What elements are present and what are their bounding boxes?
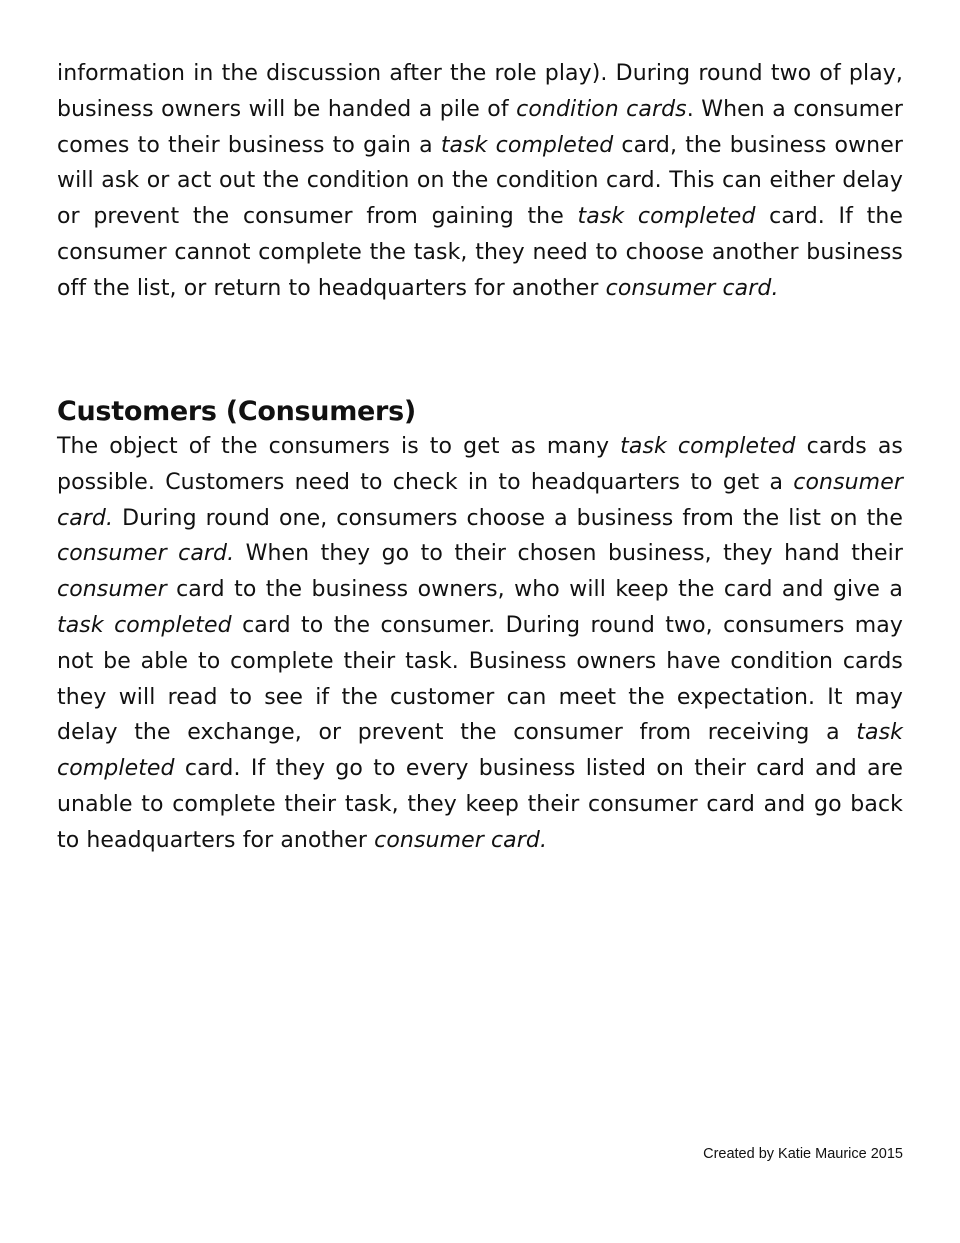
italic-term: task completed [440, 132, 614, 158]
italic-term: task completed [57, 720, 903, 782]
text-run: card, the business owner will ask or act out the condition on the condition card. This can either delay or prevent the consumer from gaining the [57, 132, 903, 230]
italic-term: condition cards [516, 96, 687, 122]
body-paragraph [57, 56, 903, 307]
text-run: The object of the consumers is to get as many [57, 434, 621, 459]
italic-term: task completed [57, 612, 232, 638]
italic-term: consumer [57, 577, 167, 603]
body-paragraph [57, 429, 903, 859]
italic-term: consumer card. [57, 541, 235, 567]
italic-term: consumer card. [374, 827, 548, 853]
text-run: card to the business owners, who will keep the card and give a [166, 577, 903, 603]
footer-credit: Created by Katie Maurice 2015 [703, 1146, 903, 1162]
italic-term: consumer card. [57, 469, 903, 531]
text-run: card. If the consumer cannot complete the task, they need to choose another business off the list, or return to headquarters for another [57, 204, 904, 301]
section-heading: Customers (Consumers) [57, 396, 416, 427]
text-run: . When a consumer comes to their business to gain a [57, 96, 904, 158]
text-run: card. If they go to every business listed on their card and are unable to complete their task, they keep their consumer card and go back to headquarters for another [57, 756, 903, 853]
text-run: card to the consumer. During round two, consumers may not be able to complete their task. Business owners have condition cards they will read to see if the customer can meet the expectation. It may delay the exchange, or prevent the consumer from receiving a [57, 612, 903, 746]
italic-term: consumer card. [605, 275, 779, 301]
italic-term: task completed [620, 434, 796, 459]
text-run: information in the discussion after the role play). During round two of play, business owners will be handed a pile of [57, 61, 903, 122]
text-run: cards as possible. Customers need to check in to headquarters to get a [57, 434, 903, 495]
text-run: When they go to their chosen business, they hand their [234, 541, 903, 567]
text-run: During round one, consumers choose a business from the list on the [113, 505, 903, 531]
italic-term: task completed [577, 204, 756, 230]
